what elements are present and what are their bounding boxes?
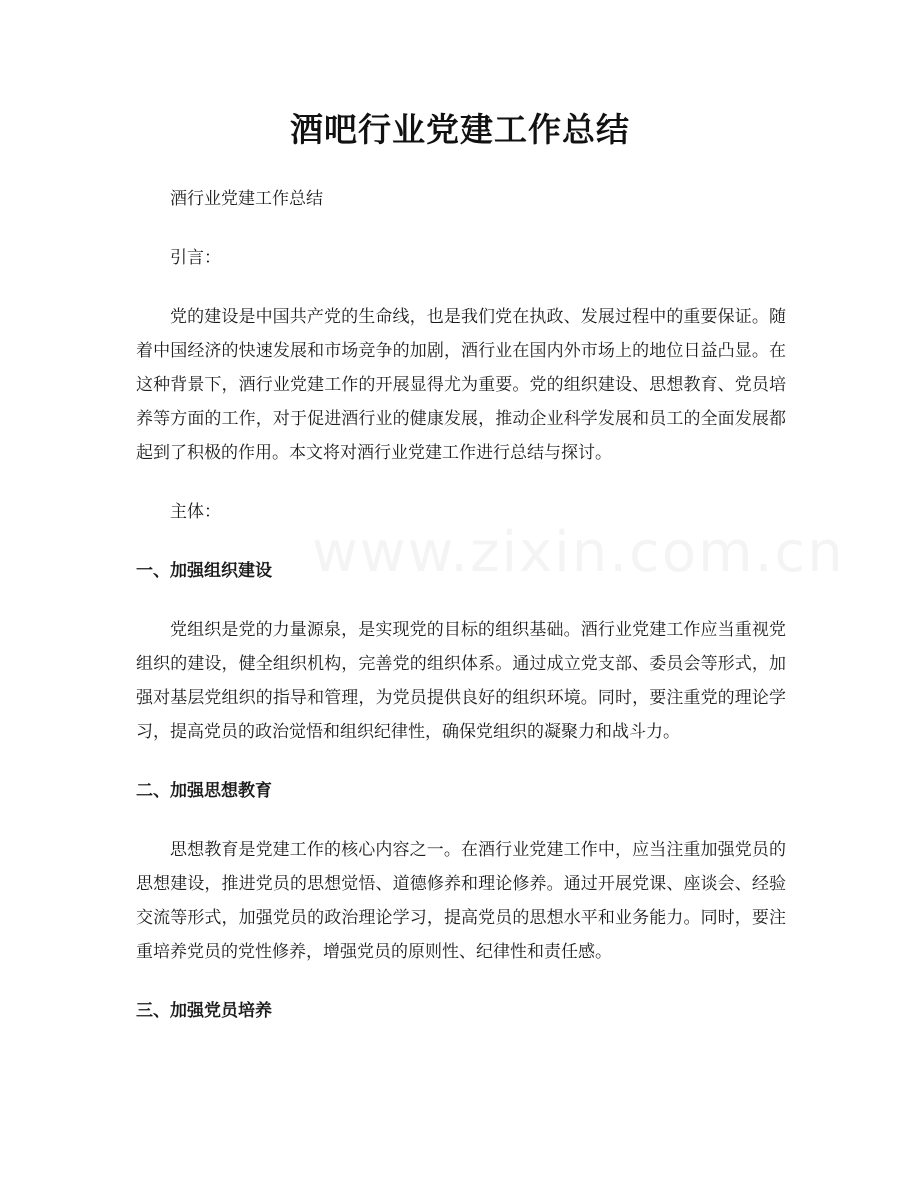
section-heading-3: 三、加强党员培养	[136, 1001, 272, 1021]
document-body	[136, 182, 786, 1053]
document-title: 酒吧行业党建工作总结	[290, 110, 630, 149]
intro-label: 引言：	[170, 248, 221, 268]
body-label: 主体：	[170, 502, 221, 522]
intro-paragraph: 党的建设是中国共产党的生命线，也是我们党在执政、发展过程中的重要保证。随着中国经济的快速发展和市场竞争的加剧，酒行业在国内外市场上的地位日益凸显。在这种背景下，酒行业党建工作的开展显得尤为重要。党的组织建设、思想教育、党员培养等方面的工作，对于促进酒行业的健康发展，推动企业科学发展和员工的全面发展都起到了积极的作用。本文将对酒行业党建工作进行总结与探讨。	[136, 307, 786, 463]
section-heading-2: 二、加强思想教育	[136, 781, 272, 801]
section-paragraph-2: 思想教育是党建工作的核心内容之一。在酒行业党建工作中，应当注重加强党员的思想建设，推进党员的思想觉悟、道德修养和理论修养。通过开展党课、座谈会、经验交流等形式，加强党员的政治理论学习，提高党员的思想水平和业务能力。同时，要注重培养党员的党性修养，增强党员的原则性、纪律性和责任感。	[136, 840, 786, 962]
subtitle-paragraph: 酒行业党建工作总结	[170, 189, 323, 209]
section-heading-1: 一、加强组织建设	[136, 561, 272, 581]
section-paragraph-1: 党组织是党的力量源泉，是实现党的目标的组织基础。酒行业党建工作应当重视党组织的建设，健全组织机构，完善党的组织体系。通过成立党支部、委员会等形式，加强对基层党组织的指导和管理，为党员提供良好的组织环境。同时，要注重党的理论学习，提高党员的政治觉悟和组织纪律性，确保党组织的凝聚力和战斗力。	[136, 620, 786, 742]
